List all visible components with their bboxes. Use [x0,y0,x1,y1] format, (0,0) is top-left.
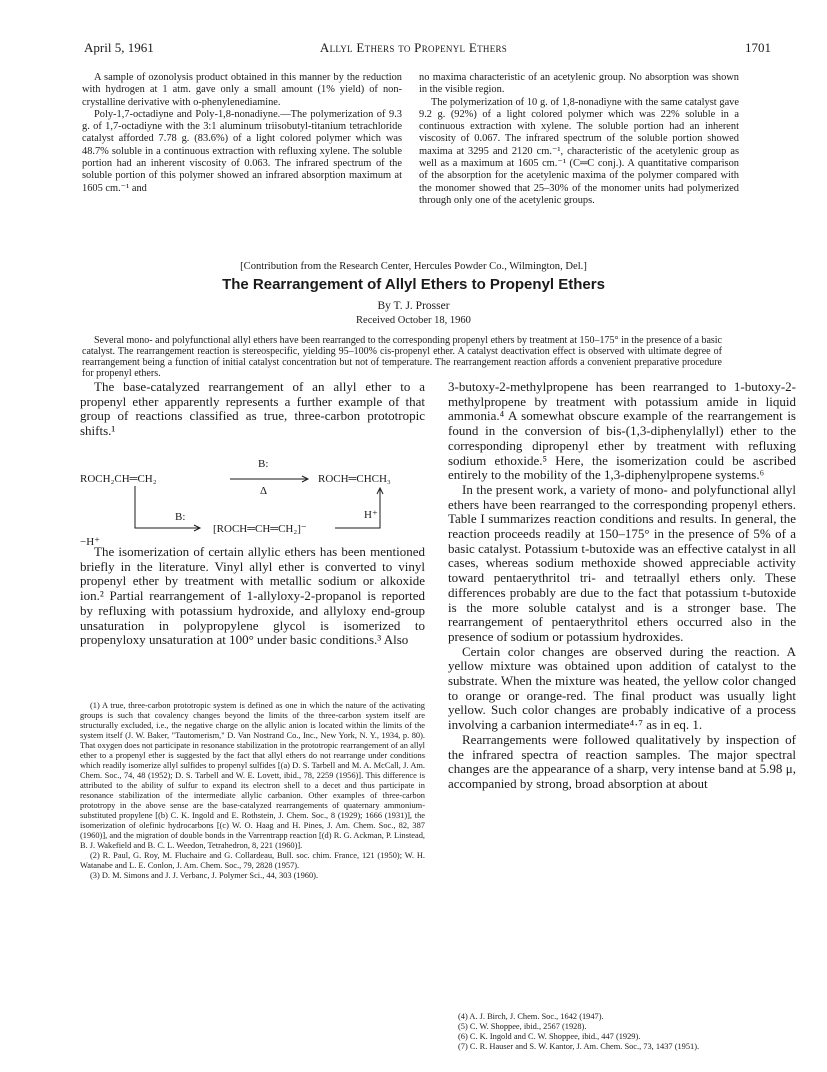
scheme-intermediate: [ROCH═CH═CH₂]⁻ [213,523,307,535]
left-column-intro [80,380,425,439]
paragraph: In the present work, a variety of mono- and polyfunctional allyl ethers have been rearranged to the corresponding propenyl ethers. Table I summarizes reaction conditions and results. In general, the reaction proceeds readily at 150–175° in the presence of 5% of a basic catalyst. Potassium t-butoxide was an effective catalyst in all cases, whereas sodium methoxide showed appreciable activity toward pentaerythritol tri- and tetraallyl ethers only. These differences probably are due to the fact that potassium t-butoxide is the more soluble catalyst and is a stronger base. The rearrangement of pentaerythritol ethers occurred also in the presence of sodium or potassium hydroxides. [448,481,796,644]
left-column-body [80,545,425,648]
scheme-arrows [80,458,425,558]
paragraph: Certain color changes are observed during the reaction. A yellow mixture was obtained upon addition of catalyst to the substrate. When the mixture was heated, the yellow color changed to orange or orange-red. The final product was usually light yellow. Such color changes are probably indicative of a process involving a carbanion intermediate⁴·⁷ as in eq. 1. [448,643,796,733]
scheme-reactant: ROCH₂CH═CH₂ [80,473,157,485]
right-column-body [448,380,796,792]
footnote: (5) C. W. Shoppee, ibid., 2567 (1928). [458,1022,587,1031]
footnote: (4) A. J. Birch, J. Chem. Soc., 1642 (1947). [458,1012,604,1021]
right-footnotes [448,1012,796,1052]
received-date: Received October 18, 1960 [356,315,471,326]
running-title: Allyl Ethers to Propenyl Ethers [319,40,508,55]
footnote: (6) C. K. Ingold and C. W. Shoppee, ibid., 447 (1929). [458,1032,641,1041]
footnote: (1) A true, three-carbon prototropic system is defined as one in which the nature of the activating groups is such that covalency changes beyond the limits of the three-carbon system itself are structurally excluded, i.e., the negative charge on the allylic anion is located within the limits of the system itself (J. W. Baker, "Tautomerism," D. Van Nostrand Co., Inc., New York, N. Y., 1934, p. 80). That oxygen does not participate in resonance stabilization in the prototropic rearrangement of an allyl ether to a propenyl ether is suggested by the fact that allyl ethers do not rearrange under conditions which readily isomerize allyl sulfides to propenyl sulfides [(a) D. S. Tarbell and M. A. McCall, J. Am. Chem. Soc., 74, 48 (1952); D. S. Tarbell and W. E. Lovett, ibid., 78, 2259 (1956)]. This difference is attributed to the ability of sulfur to expand its electron shell to a decet and thus participate in resonance stabilization of the intermediate allylic carbanion. Other examples of three-carbon prototropy in the above sense are the base-catalyzed rearrangements of quaternary ammonium-substituted propylene [(b) C. K. Ingold and E. Rothstein, J. Chem. Soc., 8 (1929); 1666 (1931)], the isomerization of olefinic hydrocarbons [(c) W. O. Haag and H. Pines, J. Am. Chem. Soc., 82, 387 (1960)], and the migration of double bonds in the Varrentrapp reaction [(d) R. G. Ackman, P. Linstead, B. J. Wakefield and B. C. L. Weedon, Tetrahedron, 8, 221 (1960)]. [80,701,425,850]
abstract: Several mono- and polyfunctional allyl ethers have been rearranged to the corresponding propenyl ethers by treatment at 150–175° in the presence of a basic catalyst. The rearrangement reaction is stereospecific, yielding 95–100% cis-propenyl ether. A catalyst deactivation effect is observed with ultimate degree of rearrangement being a function of initial catalyst concentration but not of temperature. The rearrangement reaction affords a convenient preparative procedure for propenyl ethers. [82,335,722,379]
previous-article-right-column [419,72,739,207]
paragraph: The base-catalyzed rearrangement of an allyl ether to a propenyl ether apparently represents a further example of that group of reactions classified as true, three-carbon prototropic shifts.¹ [80,379,425,439]
scheme-base: B: [175,511,186,523]
paragraph: Rearrangements were followed qualitatively by inspection of the infrared spectra of reaction samples. The major spectral changes are the appearance of a sharp, very intense band at 5.98 μ, accompanied by strong, broad absorption at about [448,731,796,791]
author-line: By T. J. Prosser [377,300,450,312]
reaction-scheme [80,458,425,558]
scheme-reagent-bottom: Δ [260,485,268,497]
article-title: The Rearrangement of Allyl Ethers to Propenyl Ethers [222,276,605,293]
previous-article-left-column [82,72,402,195]
paragraph: 3-butoxy-2-methylpropene has been rearranged to 1-butoxy-2-methylpropene by treatment with potassium amide in liquid ammonia.⁴ A somewhat obscure example of the rearrangement is found in the conversion of bis-(1,3-diphenylallyl) ether to the corresponding dipropenyl ether by treatment with refluxing sodium ethoxide.⁵ Here, the isomerization could be ascribed entirely to the mobility of the 1,3-diphenylpropene systems.⁶ [448,379,796,483]
footnote: (2) R. Paul, G. Roy, M. Fluchaire and G. Collardeau, Bull. soc. chim. France, 121 (1950); W. H. Watanabe and L. E. Conlon, J. Am. Chem. Soc., 79, 2828 (1957). [80,851,425,870]
paragraph: The polymerization of 10 g. of 1,8-nonadiyne with the same catalyst gave 9.2 g. (92%) of a light colored polymer which was 22% soluble in a continuous extraction with xylene. The soluble portion had an inherent viscosity of 0.067. The infrared spectrum of the soluble portion showed maxima at 3295 and 2120 cm.⁻¹, characteristic of the acetylenic group as well as a maximum at 1605 cm.⁻¹ (C═C conj.). A quantitative comparison of the absorption for the acetylenic maxima of the polymer compared with the monomer showed that 25–30% of the monomer units had polymerized through only one of the acetylenic groups. [419,96,739,206]
paragraph: Poly-1,7-octadiyne and Poly-1,8-nonadiyne.—The polymerization of 9.3 g. of 1,7-octadiyne with the 3:1 aluminum triisobutyl-titanium tetrachloride catalyst afforded 7.78 g. (83.6%) of a light colored polymer which was 48.7% soluble in a continuous extraction with refluxing xylene. The soluble portion had an inherent viscosity of 0.063. The infrared spectrum of the soluble portion of this polymer showed an infrared absorption maximum at 1605 cm.⁻¹ and [82,108,402,194]
paragraph: no maxima characteristic of an acetylenic group. No absorption was shown in the visible region. [419,72,739,96]
contribution-line: [Contribution from the Research Center, Hercules Powder Co., Wilmington, Del.] [240,261,587,272]
scheme-proton: H⁺ [364,509,378,521]
scheme-minus-proton: −H⁺ [80,536,100,548]
protonation-arrow [335,488,380,528]
paragraph: The isomerization of certain allylic ethers has been mentioned briefly in the literature. Vinyl allyl ether is converted to vinyl propenyl ether by treatment with metallic sodium or alkoxide ion.² Partial rearrangement of 1-allyloxy-2-propanol is reported by refluxing with potassium hydroxide, and allyloxy end-group unsaturation in polypropylene glycol is isomerized to propenyloxy unsaturation at 100° under basic conditions.³ Also [80,544,425,648]
deprotonation-arrow [135,486,200,528]
footnote: (7) C. R. Hauser and S. W. Kantor, J. Am. Chem. Soc., 73, 1437 (1951). [458,1042,700,1051]
header-date: April 5, 1961 [84,40,154,55]
page-number: 1701 [745,40,771,55]
left-footnotes [80,701,425,881]
footnote: (3) D. M. Simons and J. J. Verbanc, J. Polymer Sci., 44, 303 (1960). [90,871,319,880]
scheme-reagent-top: B: [258,458,269,470]
scheme-product: ROCH═CHCH₃ [318,473,391,485]
paragraph: A sample of ozonolysis product obtained in this manner by the reduction with hydrogen at 1 atm. gave only a small amount (1% yield) of non-crystalline derivative with o-phenylenediamine. [82,72,402,108]
